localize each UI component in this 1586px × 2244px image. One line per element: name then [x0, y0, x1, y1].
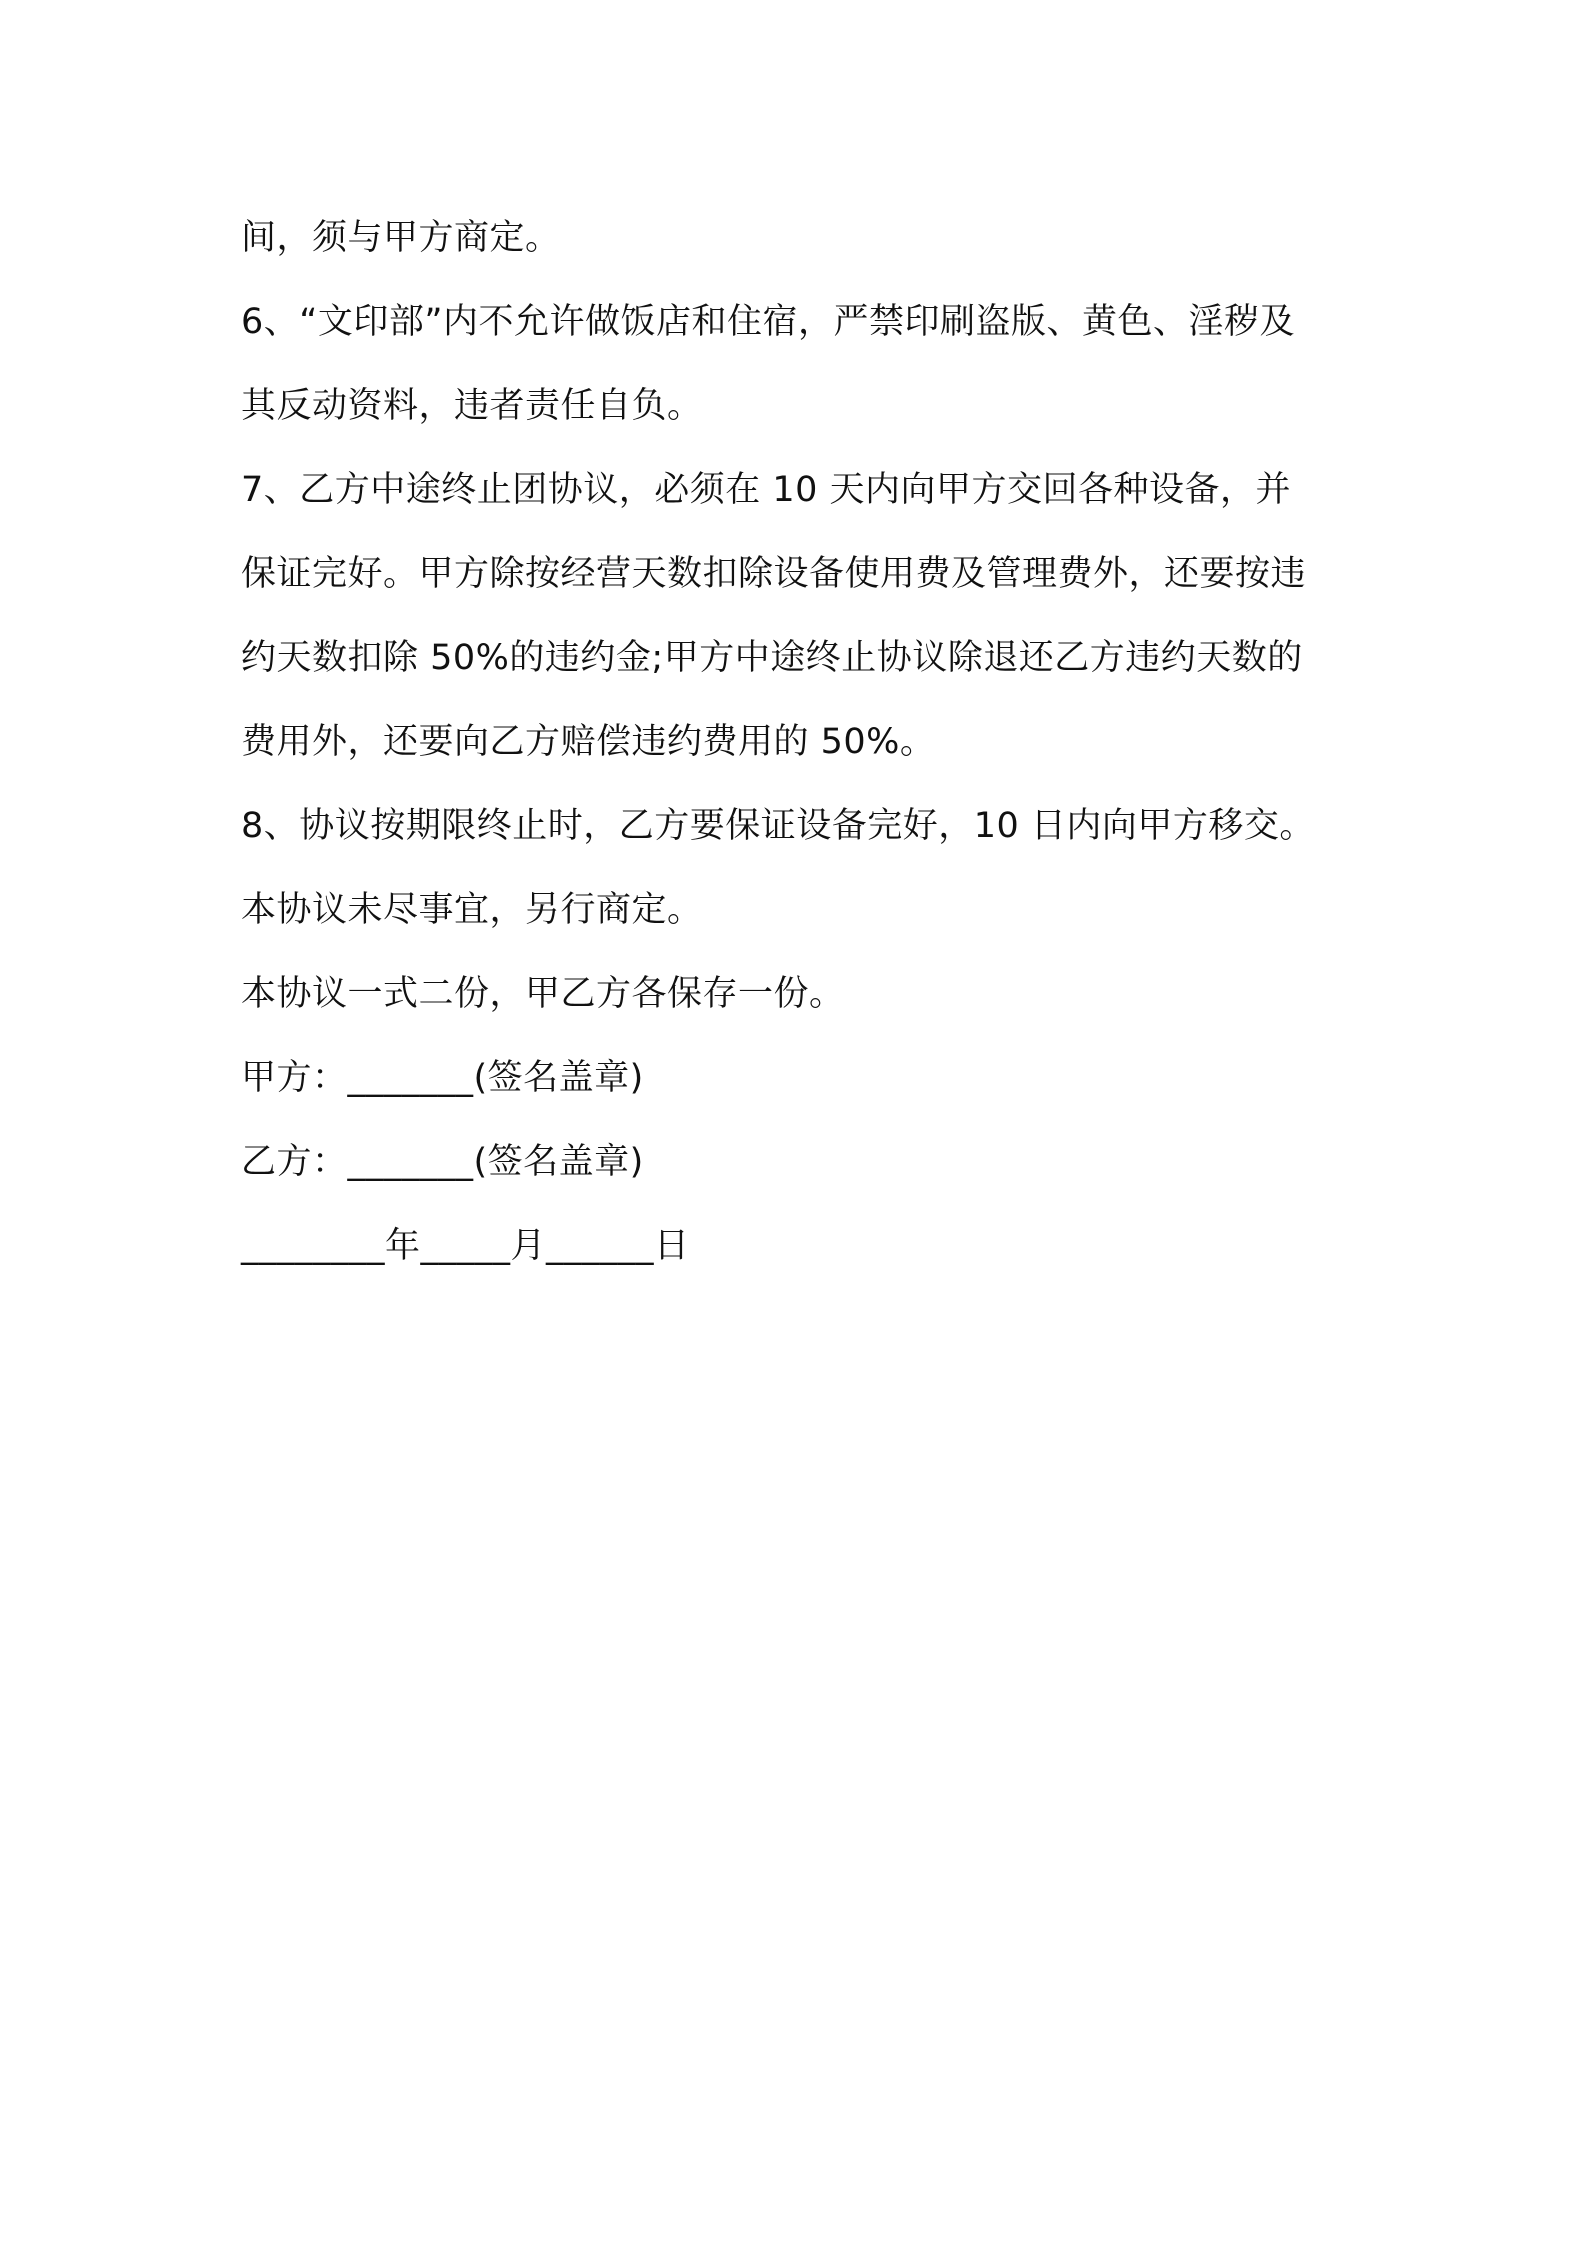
clause-7-line-3: 约天数扣除 50%的违约金;甲方中途终止协议除退还乙方违约天数的	[241, 638, 1303, 678]
party-a-signature-line: 甲方：_______(签名盖章)	[241, 1058, 644, 1098]
clause-6-line-2: 其反动资料，违者责任自负。	[241, 386, 703, 426]
party-b-signature-line: 乙方：_______(签名盖章)	[241, 1142, 644, 1182]
clause-7-line-1: 7、乙方中途终止团协议，必须在 10 天内向甲方交回各种设备，并	[241, 470, 1292, 510]
clause-6-line-1: 6、“文印部”内不允许做饭店和住宿，严禁印刷盗版、黄色、淫秽及	[241, 302, 1296, 342]
clause-7-line-2: 保证完好。甲方除按经营天数扣除设备使用费及管理费外，还要按违	[241, 554, 1307, 594]
text-line-continuation: 间，须与甲方商定。	[241, 218, 561, 258]
misc-clause: 本协议未尽事宜，另行商定。	[241, 890, 703, 930]
document-body	[241, 196, 1361, 1288]
clause-8-line-1: 8、协议按期限终止时，乙方要保证设备完好，10 日内向甲方移交。	[241, 806, 1315, 846]
copies-clause: 本协议一式二份，甲乙方各保存一份。	[241, 974, 845, 1014]
date-line: ________年_____月______日	[241, 1226, 690, 1266]
clause-7-line-4: 费用外，还要向乙方赔偿违约费用的 50%。	[241, 722, 936, 762]
